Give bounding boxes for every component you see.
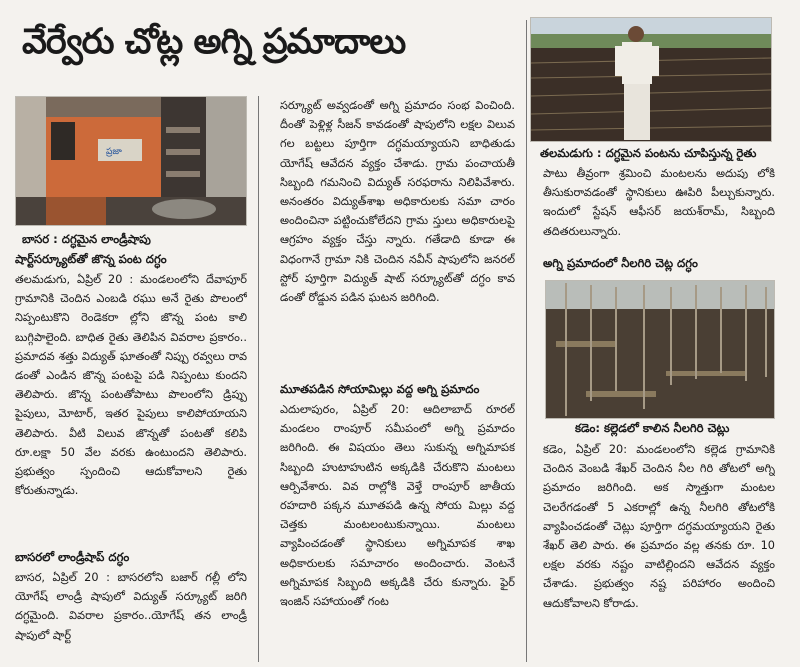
headline: వేర్వేరు చోట్ల అగ్ని ప్రమాదాలు	[22, 22, 406, 62]
column-divider-1	[258, 96, 259, 662]
col1-heading-laundry: బాసరలో లాండ్రీషాప్ దగ్ధం	[15, 550, 130, 564]
col1-body-laundry	[15, 568, 247, 665]
col3-heading-eucalyptus: అగ్ని ప్రమాదంలో నీలగిరి చెట్ల దగ్ధం	[543, 256, 698, 270]
eucalyptus-photo-caption: కడెం: కల్లెడలో కాలిన నీలగిరి చెట్లు	[575, 421, 730, 435]
col1-body-sorghum	[15, 270, 247, 542]
col2-paragraph-laundry-cont: సర్క్యూట్ అవ్వడంతో అగ్ని ప్రమాదం సంభ వించింది. దీంతో పెళ్లిళ్ల సీజన్ కావడంతో షాపులోని లక్షల విలువ గల బట్టలు పూర్తిగా దగ్ధమయ్యాయని బాధితుడు యోగేష్ ఆవేదన వ్యక్తం చేశాడు. గ్రామ పంచాయతీ సిబ్బంది గమనించి విద్యుత్ సరఫరాను నిలిపివేశారు. అనంతరం విద్యుత్‌శాఖ అధికారులకు సమా చారం అందించినా పట్టించుకోలేదని గ్రామ స్తులు అధికారులపై ఆగ్రహం వ్యక్తం చేస్తు న్నారు. గతేడాది కూడా ఈ విధంగానే గ్రామా నికి చెందిన నవీన్ షాపులోని జనరల్ స్టోర్ పూర్తిగా విద్యుత్ షాట్ సర్క్యూట్‌తో దగ్ధం కావ డంతో రోడ్డున పడిన ఘటన జరిగింది.	[280, 99, 515, 305]
col3-paragraph-eucalyptus: కడెం, ఏప్రిల్ 20: మండలంలోని కల్లెడ గ్రామానికి చెందిన వెంబడి శేఖర్ చెందిన నీల గిరి తోటలో అగ్ని ప్రమాదం జరిగింది. అక స్మాత్తుగా మంటల చెలరేగడంతో 5 ఎకరాల్లో ఉన్న నీలగిరి తోటలోకి వ్యాపించడంతో చెట్లు పూర్తిగా దగ్ధమయ్యాయని రైతు శేఖర్ తెలి పారు. ఈ ప్రమాదం వల్ల తనకు రూ. 10 లక్షల వరకు నష్టం వాటిల్లిందని ఆవేదన వ్యక్తం చేశాడు. ప్రభుత్వం నష్ట పరిహారం అందించి ఆదుకోవాలని కోరాడు.	[543, 443, 775, 610]
col3-body-soya-mill-cont	[543, 164, 775, 250]
col1-paragraph-sorghum: తలమడుగు, ఏప్రిల్ 20 : మండలంలోని దేవాపూర్ గ్రామానికి చెందిన ఎంబడి రఘు అనే రైతు పొలంలో నిప్పంటుకొని రెండెకరా ల్లోని జొన్న పంట కాలి బుగ్గిపాలైంది. బాధిత రైతు తెలిపిన వివరాల ప్రకారం.. ప్రమాదవ శత్తు విద్యుత్ ఘాతంతో నిప్పు రవ్వలు రావ డంతో ఎండిన జొన్న పంటపై పడి నిప్పంటు కుందని తెలిపారు. జొన్న పంటతోపాటు పొలంలోని డ్రిప్పు పైపులు, మోటార్, ఇతర పైపులు కాలిపోయాయని తెలిపారు. వీటి విలువ జొన్నతో పంటతో కలిపి రూ.లక్షా 50 వేల వరకు ఉంటుందని తెలిపారు. ప్రభుత్వం స్పందించి ఆదుకోవాలని రైతు కోరుతున్నాడు.	[15, 273, 247, 498]
col2-body-soya-mill	[280, 400, 515, 662]
laundry-shop-photo	[15, 96, 247, 226]
burnt-eucalyptus-photo	[545, 280, 775, 419]
col2-body-laundry-cont	[280, 96, 515, 378]
column-divider-2	[526, 20, 527, 662]
farmer-photo-caption: తలమడుగు : దగ్ధమైన పంటను చూపిస్తున్న రైతు	[540, 146, 757, 160]
col3-body-eucalyptus	[543, 440, 775, 662]
col3-paragraph-soya-mill-cont: పాటు తీవ్రంగా శ్రమించి మంటలను అదుపు లోకి తీసుకురావడంతో స్థానికులు ఊపిరి పీల్చుకున్నారు. ఇందులో స్టేషన్ ఆఫీసర్ జయశ్‌రామ్, సిబ్బంది తదితరులున్నారు.	[543, 167, 775, 238]
col1-heading-sorghum: షార్ట్‌సర్క్యూట్‌తో జొన్న పంట దగ్ధం	[15, 252, 167, 266]
laundry-photo-caption: బాసర : దగ్ధమైన లాండ్రీషాపు	[22, 232, 151, 246]
col1-paragraph-laundry: బాసర, ఏప్రిల్ 20 : బాసరలోని బజార్ గల్లీ లోని యోగేష్ లాండ్రీ షాపులో విద్యుత్ సర్క్యూట్ జరిగి దగ్ధమైంది. వివరాల ప్రకారం..యోగేష్ తన లాండ్రీ షాపులో షార్ట్	[15, 571, 247, 642]
col2-paragraph-soya-mill: ఎదులాపురం, ఏప్రిల్ 20: ఆదిలాబాద్ రూరల్ మండలం రాంపూర్ సమీపంలో అగ్ని ప్రమాదం జరిగింది. ఈ విషయం తెలు సుకున్న అగ్నిమాపక సిబ్బంది హుటాహుటిన అక్కడికి చేరుకొని మంటలు ఆర్పివేశారు. వివ రాల్లోకి వెళ్తే రాంపూర్ జాతీయ రహదారి పక్కన మూతపడి ఉన్న సోయ మిల్లు వద్ద చెత్తకు మంటలంటుకున్నాయి. మంటలు వ్యాపించడంతో స్థానికులు అగ్నిమాపక శాఖ అధికారులకు సమాచారం అందించారు. వెంటనే అగ్నిమాపక సిబ్బంది అక్కడికి చేరు కున్నారు. ఫైర్ ఇంజిన్ సహాయంతో గంట	[280, 403, 515, 609]
laundry-sign-text: ప్రజా	[106, 147, 122, 157]
col2-heading-soya-mill: మూతపడిన సోయామిల్లు వద్ద అగ్ని ప్రమాదం	[280, 382, 480, 396]
farmer-field-photo	[530, 17, 772, 142]
